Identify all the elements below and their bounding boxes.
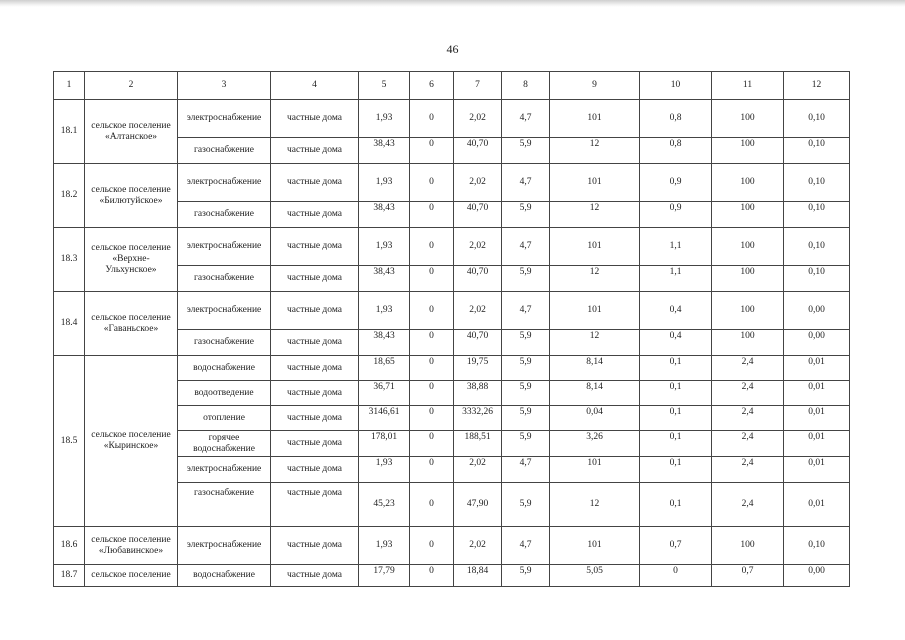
- value-cell: 40,70: [454, 202, 502, 228]
- housing-type-cell: частные дома: [271, 356, 359, 381]
- value-cell: 5,05: [550, 565, 640, 587]
- header-cell: 5: [359, 72, 410, 100]
- service-cell: электроснабжение: [178, 228, 271, 266]
- value-cell: 0,01: [784, 431, 850, 457]
- value-cell: 40,70: [454, 330, 502, 356]
- settlement-name: сельское поселение: [85, 565, 178, 587]
- header-cell: 8: [502, 72, 550, 100]
- table-row: [54, 100, 850, 138]
- value-cell: 0,8: [640, 138, 712, 164]
- data-table: [53, 71, 850, 587]
- value-cell: 0,01: [784, 381, 850, 406]
- value-cell: 0,01: [784, 483, 850, 527]
- page-number: 46: [446, 42, 459, 56]
- header-cell: 11: [712, 72, 784, 100]
- value-cell: 1,1: [640, 228, 712, 266]
- value-cell: 4,7: [502, 164, 550, 202]
- service-cell: газоснабжение: [178, 138, 271, 164]
- row-number: 18.1: [54, 100, 85, 164]
- value-cell: 2,02: [454, 164, 502, 202]
- header-cell: 4: [271, 72, 359, 100]
- header-cell: 12: [784, 72, 850, 100]
- settlement-name: сельское поселение «Гаваньское»: [85, 292, 178, 356]
- service-cell: электроснабжение: [178, 457, 271, 483]
- value-cell: 2,02: [454, 100, 502, 138]
- value-cell: 0,1: [640, 483, 712, 527]
- value-cell: 4,7: [502, 457, 550, 483]
- value-cell: 0,10: [784, 138, 850, 164]
- housing-type-cell: частные дома: [271, 100, 359, 138]
- value-cell: 17,79: [359, 565, 410, 587]
- value-cell: 0: [410, 202, 454, 228]
- housing-type-cell: частные дома: [271, 202, 359, 228]
- value-cell: 0: [410, 100, 454, 138]
- header-cell: 10: [640, 72, 712, 100]
- value-cell: 100: [712, 202, 784, 228]
- service-cell: отопление: [178, 406, 271, 431]
- table-row: [54, 527, 850, 565]
- value-cell: 19,75: [454, 356, 502, 381]
- service-cell: электроснабжение: [178, 527, 271, 565]
- value-cell: 0: [410, 330, 454, 356]
- value-cell: 0,10: [784, 527, 850, 565]
- value-cell: 38,88: [454, 381, 502, 406]
- value-cell: 1,93: [359, 457, 410, 483]
- header-row: [54, 72, 850, 100]
- value-cell: 2,4: [712, 356, 784, 381]
- value-cell: 5,9: [502, 266, 550, 292]
- value-cell: 0,7: [640, 527, 712, 565]
- value-cell: 0,04: [550, 406, 640, 431]
- value-cell: 0,10: [784, 202, 850, 228]
- value-cell: 4,7: [502, 228, 550, 266]
- value-cell: 5,9: [502, 330, 550, 356]
- housing-type-cell: частные дома: [271, 457, 359, 483]
- row-number: 18.3: [54, 228, 85, 292]
- settlement-name: сельское поселение «Любавинское»: [85, 527, 178, 565]
- service-cell: электроснабжение: [178, 292, 271, 330]
- value-cell: 0,10: [784, 100, 850, 138]
- value-cell: 100: [712, 527, 784, 565]
- service-cell: водоотведение: [178, 381, 271, 406]
- value-cell: 2,02: [454, 228, 502, 266]
- value-cell: 2,02: [454, 527, 502, 565]
- value-cell: 2,4: [712, 381, 784, 406]
- value-cell: 45,23: [359, 483, 410, 527]
- value-cell: 101: [550, 527, 640, 565]
- settlement-name: сельское поселение «Верхне-Ульхунское»: [85, 228, 178, 292]
- value-cell: 0,1: [640, 406, 712, 431]
- value-cell: 1,93: [359, 228, 410, 266]
- service-cell: горячее водоснабжение: [178, 431, 271, 457]
- value-cell: 8,14: [550, 356, 640, 381]
- value-cell: 18,84: [454, 565, 502, 587]
- value-cell: 0,01: [784, 356, 850, 381]
- value-cell: 38,43: [359, 202, 410, 228]
- value-cell: 0: [410, 431, 454, 457]
- housing-type-cell: частные дома: [271, 138, 359, 164]
- value-cell: 4,7: [502, 100, 550, 138]
- value-cell: 40,70: [454, 138, 502, 164]
- housing-type-cell: частные дома: [271, 266, 359, 292]
- table-row: [54, 565, 850, 587]
- value-cell: 12: [550, 202, 640, 228]
- header-cell: 3: [178, 72, 271, 100]
- value-cell: 12: [550, 138, 640, 164]
- value-cell: 100: [712, 330, 784, 356]
- value-cell: 0: [410, 228, 454, 266]
- value-cell: 101: [550, 228, 640, 266]
- value-cell: 0,00: [784, 292, 850, 330]
- value-cell: 101: [550, 457, 640, 483]
- housing-type-cell: частные дома: [271, 292, 359, 330]
- scan-top-edge: [0, 0, 905, 7]
- value-cell: 2,4: [712, 457, 784, 483]
- service-cell: газоснабжение: [178, 483, 271, 527]
- value-cell: 0,4: [640, 292, 712, 330]
- housing-type-cell: частные дома: [271, 164, 359, 202]
- value-cell: 5,9: [502, 138, 550, 164]
- row-number: 18.2: [54, 164, 85, 228]
- value-cell: 12: [550, 483, 640, 527]
- value-cell: 2,02: [454, 292, 502, 330]
- housing-type-cell: частные дома: [271, 381, 359, 406]
- value-cell: 1,93: [359, 292, 410, 330]
- value-cell: 0,9: [640, 164, 712, 202]
- value-cell: 5,9: [502, 202, 550, 228]
- value-cell: 0,4: [640, 330, 712, 356]
- value-cell: 101: [550, 100, 640, 138]
- value-cell: 2,4: [712, 406, 784, 431]
- value-cell: 0: [640, 565, 712, 587]
- value-cell: 100: [712, 228, 784, 266]
- value-cell: 0,01: [784, 406, 850, 431]
- service-cell: электроснабжение: [178, 164, 271, 202]
- value-cell: 100: [712, 100, 784, 138]
- value-cell: 5,9: [502, 406, 550, 431]
- value-cell: 0,10: [784, 266, 850, 292]
- value-cell: 12: [550, 266, 640, 292]
- housing-type-cell: частные дома: [271, 228, 359, 266]
- settlement-name: сельское поселение «Билютуйское»: [85, 164, 178, 228]
- value-cell: 1,93: [359, 527, 410, 565]
- header-cell: 2: [85, 72, 178, 100]
- value-cell: 3146,61: [359, 406, 410, 431]
- housing-type-cell: частные дома: [271, 527, 359, 565]
- value-cell: 5,9: [502, 381, 550, 406]
- value-cell: 5,9: [502, 483, 550, 527]
- value-cell: 100: [712, 292, 784, 330]
- value-cell: 4,7: [502, 527, 550, 565]
- value-cell: 5,9: [502, 356, 550, 381]
- value-cell: 36,71: [359, 381, 410, 406]
- settlement-name: сельское поселение «Кыринское»: [85, 356, 178, 527]
- value-cell: 0: [410, 164, 454, 202]
- value-cell: 40,70: [454, 266, 502, 292]
- value-cell: 38,43: [359, 330, 410, 356]
- value-cell: 100: [712, 164, 784, 202]
- value-cell: 0: [410, 381, 454, 406]
- service-cell: газоснабжение: [178, 266, 271, 292]
- value-cell: 0: [410, 138, 454, 164]
- value-cell: 0: [410, 527, 454, 565]
- value-cell: 0,00: [784, 565, 850, 587]
- value-cell: 38,43: [359, 266, 410, 292]
- value-cell: 0,7: [712, 565, 784, 587]
- value-cell: 100: [712, 266, 784, 292]
- value-cell: 0,01: [784, 457, 850, 483]
- settlement-name: сельское поселение «Алтанское»: [85, 100, 178, 164]
- value-cell: 0,00: [784, 330, 850, 356]
- value-cell: 1,1: [640, 266, 712, 292]
- value-cell: 0,1: [640, 431, 712, 457]
- housing-type-cell: частные дома: [271, 330, 359, 356]
- value-cell: 188,51: [454, 431, 502, 457]
- value-cell: 47,90: [454, 483, 502, 527]
- value-cell: 0: [410, 266, 454, 292]
- value-cell: 18,65: [359, 356, 410, 381]
- table-row: [54, 164, 850, 202]
- value-cell: 178,01: [359, 431, 410, 457]
- value-cell: 101: [550, 292, 640, 330]
- housing-type-cell: частные дома: [271, 565, 359, 587]
- value-cell: 0,8: [640, 100, 712, 138]
- row-number: 18.7: [54, 565, 85, 587]
- table-row: [54, 292, 850, 330]
- value-cell: 0: [410, 292, 454, 330]
- value-cell: 101: [550, 164, 640, 202]
- header-cell: 1: [54, 72, 85, 100]
- service-cell: газоснабжение: [178, 330, 271, 356]
- row-number: 18.6: [54, 527, 85, 565]
- value-cell: 0,10: [784, 164, 850, 202]
- row-number: 18.4: [54, 292, 85, 356]
- value-cell: 0: [410, 406, 454, 431]
- table-row: [54, 356, 850, 381]
- value-cell: 2,4: [712, 431, 784, 457]
- service-cell: водоснабжение: [178, 565, 271, 587]
- value-cell: 5,9: [502, 565, 550, 587]
- value-cell: 1,93: [359, 164, 410, 202]
- value-cell: 0: [410, 457, 454, 483]
- row-number: 18.5: [54, 356, 85, 527]
- value-cell: 5,9: [502, 431, 550, 457]
- value-cell: 0,1: [640, 356, 712, 381]
- value-cell: 12: [550, 330, 640, 356]
- value-cell: 2,02: [454, 457, 502, 483]
- value-cell: 0,10: [784, 228, 850, 266]
- value-cell: 0,1: [640, 381, 712, 406]
- header-cell: 7: [454, 72, 502, 100]
- header-cell: 9: [550, 72, 640, 100]
- service-cell: газоснабжение: [178, 202, 271, 228]
- housing-type-cell: частные дома: [271, 483, 359, 527]
- value-cell: 0: [410, 356, 454, 381]
- value-cell: 0,1: [640, 457, 712, 483]
- value-cell: 0: [410, 483, 454, 527]
- service-cell: электроснабжение: [178, 100, 271, 138]
- housing-type-cell: частные дома: [271, 406, 359, 431]
- value-cell: 0,9: [640, 202, 712, 228]
- value-cell: 0: [410, 565, 454, 587]
- service-cell: водоснабжение: [178, 356, 271, 381]
- value-cell: 3332,26: [454, 406, 502, 431]
- value-cell: 4,7: [502, 292, 550, 330]
- housing-type-cell: частные дома: [271, 431, 359, 457]
- value-cell: 2,4: [712, 483, 784, 527]
- value-cell: 100: [712, 138, 784, 164]
- table-row: [54, 228, 850, 266]
- value-cell: 8,14: [550, 381, 640, 406]
- value-cell: 38,43: [359, 138, 410, 164]
- value-cell: 3,26: [550, 431, 640, 457]
- value-cell: 1,93: [359, 100, 410, 138]
- header-cell: 6: [410, 72, 454, 100]
